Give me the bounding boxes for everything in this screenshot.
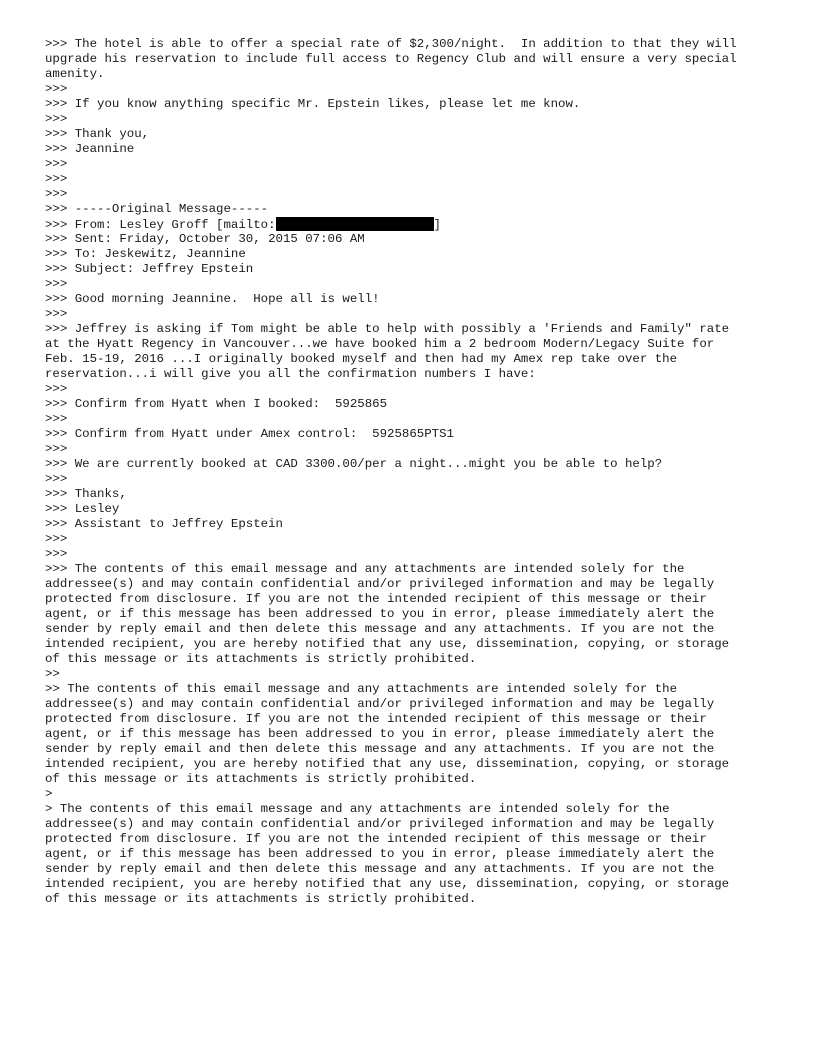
from-prefix: >>> From: Lesley Groff [mailto: [45, 218, 276, 232]
disclaimer-line: of this message or its attachments is strictly prohibited. [45, 652, 477, 666]
disclaimer-level-1 [45, 802, 785, 907]
disclaimer-line: addressee(s) and may contain confidential and/or privileged information and may be legally [45, 697, 715, 711]
email-document [45, 37, 785, 907]
signoff-line: >>> Thanks, [45, 487, 127, 501]
disclaimer-line: sender by reply email and then delete this message and any attachments. If you are not the [45, 742, 715, 756]
header-from [45, 217, 785, 232]
text-line: amenity. [45, 67, 105, 81]
header-subject: >>> Subject: Jeffrey Epstein [45, 262, 254, 276]
quote-marker-line: >>> [45, 112, 68, 126]
text-line: >>> The hotel is able to offer a special rate of $2,300/night. In addition to that they will [45, 37, 737, 51]
quote-marker-line: >> [45, 667, 60, 681]
quote-marker-line: >>> [45, 472, 68, 486]
disclaimer-level-3 [45, 562, 785, 682]
disclaimer-line: intended recipient, you are hereby notified that any use, dissemination, copying, or storage [45, 877, 730, 891]
header-to: >>> To: Jeskewitz, Jeannine [45, 247, 246, 261]
quote-marker-line: >>> [45, 547, 68, 561]
quote-marker-line: >>> [45, 277, 68, 291]
disclaimer-level-2 [45, 682, 785, 802]
quote-marker-line: >>> [45, 82, 68, 96]
redaction-block [276, 217, 434, 231]
signature-name: >>> Jeannine [45, 142, 135, 156]
disclaimer-line: sender by reply email and then delete this message and any attachments. If you are not the [45, 862, 715, 876]
text-line: reservation...i will give you all the confirmation numbers I have: [45, 367, 536, 381]
signoff-line: >>> Thank you, [45, 127, 150, 141]
quote-marker-line: >>> [45, 157, 68, 171]
text-line: upgrade his reservation to include full access to Regency Club and will ensure a very special [45, 52, 737, 66]
hotel-offer-section [45, 37, 785, 202]
disclaimer-line: >> The contents of this email message and any attachments are intended solely for the [45, 682, 678, 696]
header-sent: >>> Sent: Friday, October 30, 2015 07:06 AM [45, 232, 365, 246]
rate-line: >>> We are currently booked at CAD 3300.00/per a night...might you be able to help? [45, 457, 663, 471]
disclaimer-line: intended recipient, you are hereby notified that any use, dissemination, copying, or storage [45, 757, 730, 771]
disclaimer-line: of this message or its attachments is strictly prohibited. [45, 772, 477, 786]
signature-title: >>> Assistant to Jeffrey Epstein [45, 517, 283, 531]
quote-marker-line: >>> [45, 532, 68, 546]
original-message-body [45, 292, 785, 562]
quote-marker-line: >>> [45, 382, 68, 396]
quote-marker-line: >>> [45, 307, 68, 321]
quote-marker-line: >>> [45, 442, 68, 456]
disclaimer-line: > The contents of this email message and any attachments are intended solely for the [45, 802, 670, 816]
disclaimer-line: sender by reply email and then delete this message and any attachments. If you are not the [45, 622, 715, 636]
text-line: at the Hyatt Regency in Vancouver...we have booked him a 2 bedroom Modern/Legacy Suite for [45, 337, 715, 351]
quote-marker-line: > [45, 787, 53, 801]
signature-name: >>> Lesley [45, 502, 120, 516]
text-line: Feb. 15-19, 2016 ...I originally booked myself and then had my Amex rep take over the [45, 352, 678, 366]
confirmation-line: >>> Confirm from Hyatt under Amex control: 5925865PTS1 [45, 427, 454, 441]
disclaimer-line: of this message or its attachments is strictly prohibited. [45, 892, 477, 906]
disclaimer-line: agent, or if this message has been addressed to you in error, please immediately alert the [45, 727, 715, 741]
disclaimer-line: >>> The contents of this email message and any attachments are intended solely for the [45, 562, 685, 576]
original-message-header [45, 202, 785, 292]
from-suffix: ] [433, 218, 441, 232]
quote-marker-line: >>> [45, 172, 68, 186]
quote-marker-line: >>> [45, 412, 68, 426]
confirmation-line: >>> Confirm from Hyatt when I booked: 5925865 [45, 397, 388, 411]
disclaimer-line: protected from disclosure. If you are not the intended recipient of this message or their [45, 712, 707, 726]
disclaimer-line: intended recipient, you are hereby notified that any use, dissemination, copying, or storage [45, 637, 730, 651]
text-line: >>> Jeffrey is asking if Tom might be able to help with possibly a 'Friends and Family" rate [45, 322, 730, 336]
original-message-separator: >>> -----Original Message----- [45, 202, 269, 216]
greeting-line: >>> Good morning Jeannine. Hope all is well! [45, 292, 380, 306]
disclaimer-line: agent, or if this message has been addressed to you in error, please immediately alert the [45, 607, 715, 621]
disclaimer-line: addressee(s) and may contain confidential and/or privileged information and may be legally [45, 817, 715, 831]
text-line: >>> If you know anything specific Mr. Epstein likes, please let me know. [45, 97, 581, 111]
quote-marker-line: >>> [45, 187, 68, 201]
disclaimer-line: addressee(s) and may contain confidential and/or privileged information and may be legally [45, 577, 715, 591]
disclaimer-line: agent, or if this message has been addressed to you in error, please immediately alert the [45, 847, 715, 861]
disclaimer-line: protected from disclosure. If you are not the intended recipient of this message or their [45, 592, 707, 606]
disclaimer-line: protected from disclosure. If you are not the intended recipient of this message or their [45, 832, 707, 846]
